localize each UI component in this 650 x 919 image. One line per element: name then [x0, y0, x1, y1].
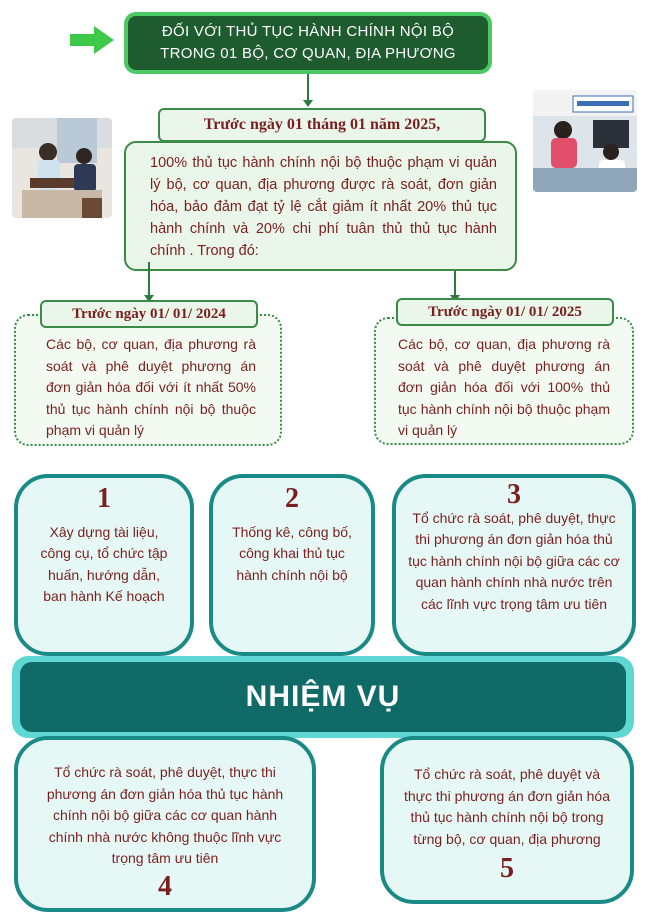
- main-target-box: [124, 141, 517, 271]
- task-number: 5: [500, 853, 514, 884]
- office-photo-right: [533, 90, 637, 192]
- task-card-2: [209, 474, 375, 656]
- task-text: Tổ chức rà soát, phê duyệt, thực thi phương án đơn giản hóa thủ tục hành chính nội bộ giữa các cơ quan hành chính nhà nước trên các lĩnh vực trọng tâm ưu tiên: [408, 509, 620, 612]
- branch-box-2024: [14, 314, 282, 446]
- task-card-4: [14, 736, 316, 912]
- branch-box-2025: [374, 317, 634, 445]
- office-photo-left: [12, 118, 112, 218]
- task-number: 2: [285, 483, 299, 514]
- header-line-2: TRONG 01 BỘ, CƠ QUAN, ĐỊA PHƯƠNG: [160, 45, 456, 62]
- header-line-1: ĐỐI VỚI THỦ TỤC HÀNH CHÍNH NỘI BỘ: [161, 23, 455, 40]
- main-target-text: 100% thủ tục hành chính nội bộ thuộc phạm vi quản lý bộ, cơ quan, địa phương được rà soát, đơn giản hóa, bảo đảm đạt tỷ lệ cắt giảm ít nhất 20% thủ tục hành chính và 20% chi phí tuân thủ thủ tục hành chính . Trong đó:: [150, 155, 497, 259]
- task-number: 3: [507, 479, 521, 510]
- task-card-5: [380, 736, 634, 904]
- branch-deadline-2024: Trước ngày 01/ 01/ 2024: [40, 300, 258, 328]
- connector-line: [148, 262, 150, 296]
- task-card-1: [14, 474, 194, 656]
- task-text: Thống kê, công bố, công khai thủ tục hành chính nội bộ: [232, 523, 352, 583]
- green-arrow-icon: [70, 26, 114, 54]
- branch-text-2025: Các bộ, cơ quan, địa phương rà soát và phê duyệt phương án đơn giản hóa đối với 100% thủ tục hành chính nội bộ thuộc phạm vi quản lý: [398, 336, 610, 438]
- main-deadline: Trước ngày 01 tháng 01 năm 2025,: [158, 108, 486, 142]
- diagram-header: [124, 12, 492, 74]
- task-text: Tổ chức rà soát, phê duyệt, thực thi phương án đơn giản hóa thủ tục hành chính nội bộ giữa các cơ quan hành chính nhà nước không thuộc lĩnh vực trọng tâm ưu tiên: [46, 764, 284, 866]
- connector-arrowhead: [303, 100, 313, 107]
- task-text: Tổ chức rà soát, phê duyệt và thực thi phương án đơn giản hóa thủ tục hành chính nội bộ trong từng bộ, cơ quan, địa phương: [403, 766, 611, 847]
- branch-deadline-2025: Trước ngày 01/ 01/ 2025: [396, 298, 614, 326]
- connector-line: [307, 74, 309, 100]
- task-card-3: [392, 474, 636, 656]
- task-number: 1: [97, 483, 111, 514]
- task-text: Xây dựng tài liệu, công cụ, tổ chức tập huấn, hướng dẫn, ban hành Kế hoạch: [40, 523, 168, 604]
- connector-line: [454, 271, 456, 296]
- band-title: NHIỆM VỤ: [20, 662, 626, 732]
- branch-text-2024: Các bộ, cơ quan, địa phương rà soát và phê duyệt phương án đơn giản hóa đối với ít nhất 50% thủ tục hành chính nội bộ thuộc phạm vi quản lý: [46, 336, 256, 438]
- task-number: 4: [158, 870, 172, 902]
